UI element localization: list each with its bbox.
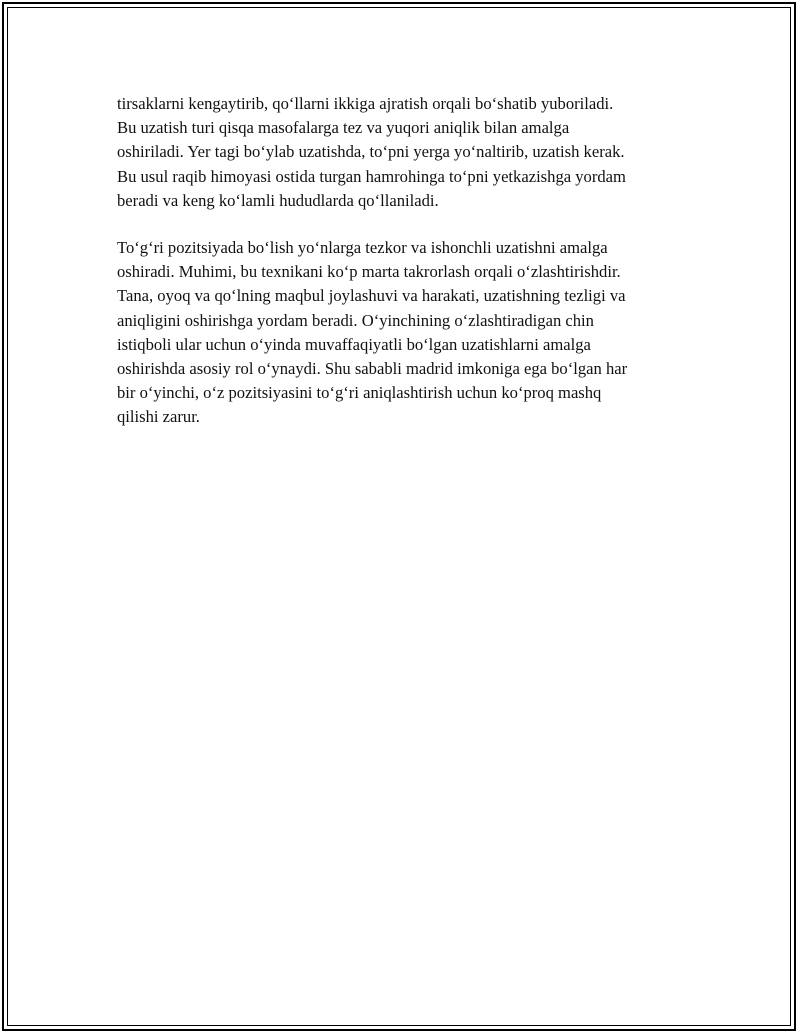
text-line: oshirishda asosiy rol o‘ynaydi. Shu sababli madrid imkoniga ega bo‘lgan har	[117, 359, 628, 379]
text-line: tirsaklarni kengaytirib, qo‘llarni ikkiga ajratish orqali bo‘shatib yuboriladi.	[117, 94, 614, 113]
paragraph-2	[117, 236, 697, 430]
text-line: Bu uzatish turi qisqa masofalarga tez va yuqori aniqlik bilan amalga	[117, 118, 570, 138]
paragraph-1	[117, 92, 697, 213]
text-line: bir o‘yinchi, o‘z pozitsiyasini to‘g‘ri aniqlashtirish uchun ko‘proq mashq	[117, 383, 602, 403]
text-line: Tana, oyoq va qo‘lning maqbul joylashuvi va harakati, uzatishning tezligi va	[117, 286, 626, 306]
text-line: qilishi zarur.	[117, 407, 200, 427]
text-line: beradi va keng ko‘lamli hududlarda qo‘llaniladi.	[117, 190, 439, 210]
text-line: aniqligini oshirishga yordam beradi. O‘yinchining o‘zlashtiradigan chin	[117, 310, 594, 330]
text-line: istiqboli ular uchun o‘yinda muvaffaqiyatli bo‘lgan uzatishlarni amalga	[117, 334, 591, 354]
document-body	[117, 92, 697, 453]
text-line: Bu usul raqib himoyasi ostida turgan hamrohinga to‘pni yetkazishga yordam	[117, 166, 626, 186]
text-line: To‘g‘ri pozitsiyada bo‘lish yo‘nlarga tezkor va ishonchli uzatishni amalga	[117, 238, 608, 258]
text-line: oshiriladi. Yer tagi bo‘ylab uzatishda, to‘pni yerga yo‘naltirib, uzatish kerak.	[117, 142, 625, 162]
text-line: oshiradi. Muhimi, bu texnikani ko‘p marta takrorlash orqali o‘zlashtirishdir.	[117, 262, 621, 282]
